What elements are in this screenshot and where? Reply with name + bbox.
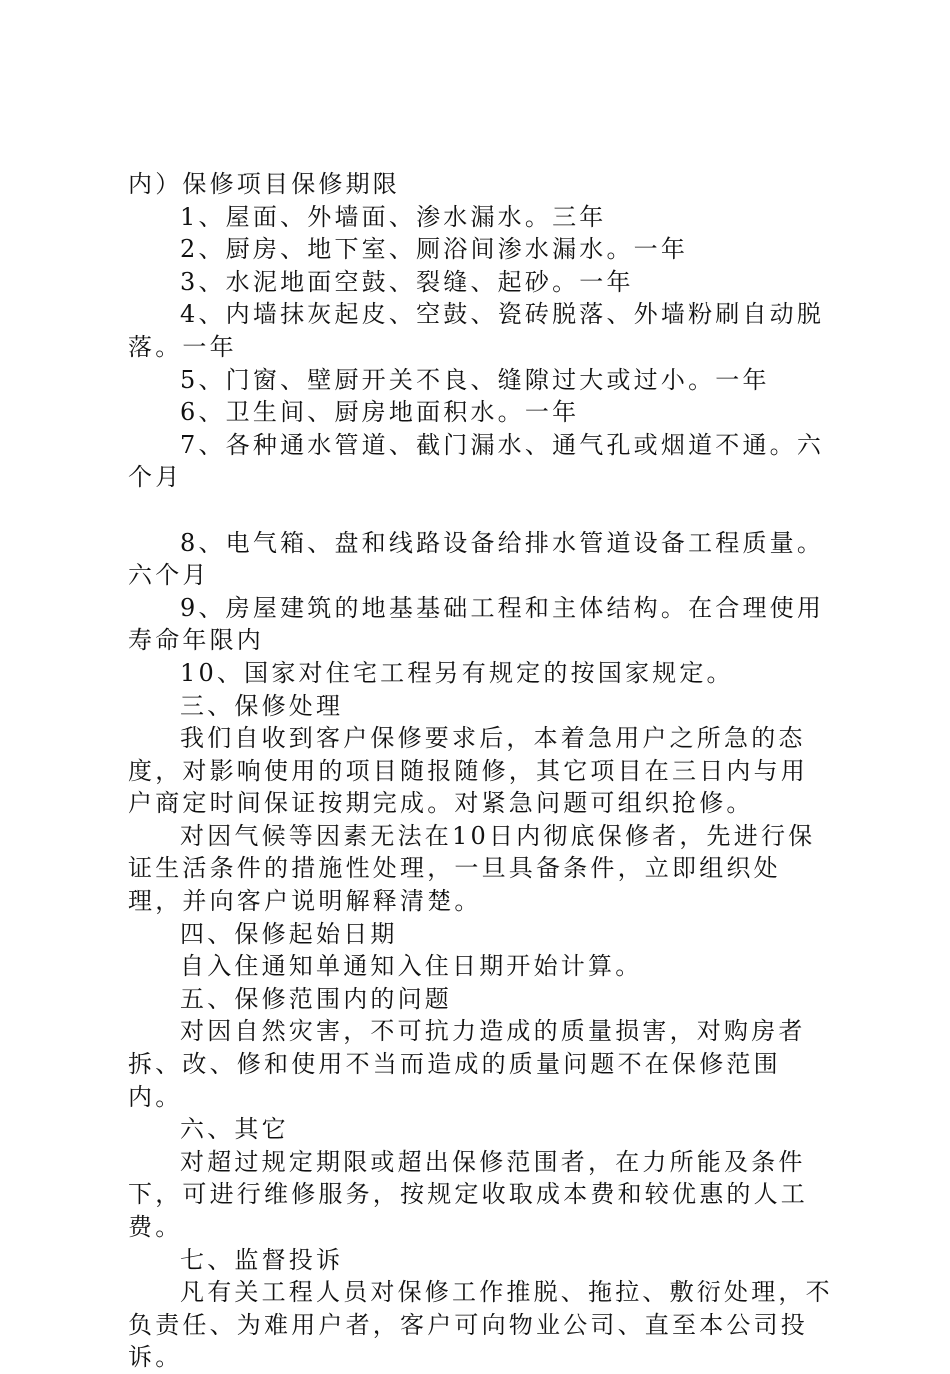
warranty-item: 9、房屋建筑的地基基础工程和主体结构。在合理使用寿命年限内: [128, 593, 825, 655]
section-heading: 六、其它: [180, 1115, 289, 1144]
warranty-item: 5、门窗、壁厨开关不良、缝隙过大或过小。一年: [180, 365, 770, 394]
warranty-item: 6、卫生间、厨房地面积水。一年: [180, 398, 580, 427]
document-body: [128, 168, 833, 1374]
paragraph: 对因自然灾害，不可抗力造成的质量损害，对购房者拆、改、修和使用不当而造成的质量问题不在保修范围内。: [128, 1017, 806, 1111]
warranty-item: 8、电气箱、盘和线路设备给排水管道设备工程质量。六个月: [128, 528, 825, 590]
blank-line: [128, 494, 833, 527]
warranty-item: 4、内墙抹灰起皮、空鼓、瓷砖脱落、外墙粉刷自动脱落。一年: [128, 300, 825, 361]
warranty-period-heading: 内）保修项目保修期限: [128, 170, 400, 198]
section-heading: 五、保修范围内的问题: [180, 984, 452, 1013]
paragraph: 对因气候等因素无法在10日内彻底保修者，先进行保证生活条件的措施性处理，一旦具备条件，立即组织处理，并向客户说明解释清楚。: [128, 821, 816, 916]
section-heading: 七、监督投诉: [180, 1245, 344, 1274]
paragraph: 自入住通知单通知入住日期开始计算。: [180, 952, 643, 981]
warranty-item: 1、屋面、外墙面、渗水漏水。三年: [180, 202, 607, 231]
section-heading: 三、保修处理: [180, 691, 344, 720]
paragraph: 凡有关工程人员对保修工作推脱、拖拉、敷衍处理，不负责任、为难用户者，客户可向物业公司、直至本公司投诉。: [128, 1278, 833, 1372]
warranty-item: 7、各种通水管道、截门漏水、通气孔或烟道不通。六个月: [128, 430, 825, 492]
warranty-item: 10、国家对住宅工程另有规定的按国家规定。: [180, 658, 734, 687]
paragraph: 对超过规定期限或超出保修范围者，在力所能及条件下，可进行维修服务，按规定收取成本费和较优惠的人工费。: [128, 1147, 808, 1241]
warranty-item: 2、厨房、地下室、厕浴间渗水漏水。一年: [180, 235, 689, 264]
paragraph: 我们自收到客户保修要求后，本着急用户之所急的态度，对影响使用的项目随报随修，其它项目在三日内与用户商定时间保证按期完成。对紧急问题可组织抢修。: [128, 724, 808, 818]
section-heading: 四、保修起始日期: [180, 919, 398, 948]
warranty-item: 3、水泥地面空鼓、裂缝、起砂。一年: [180, 267, 634, 296]
